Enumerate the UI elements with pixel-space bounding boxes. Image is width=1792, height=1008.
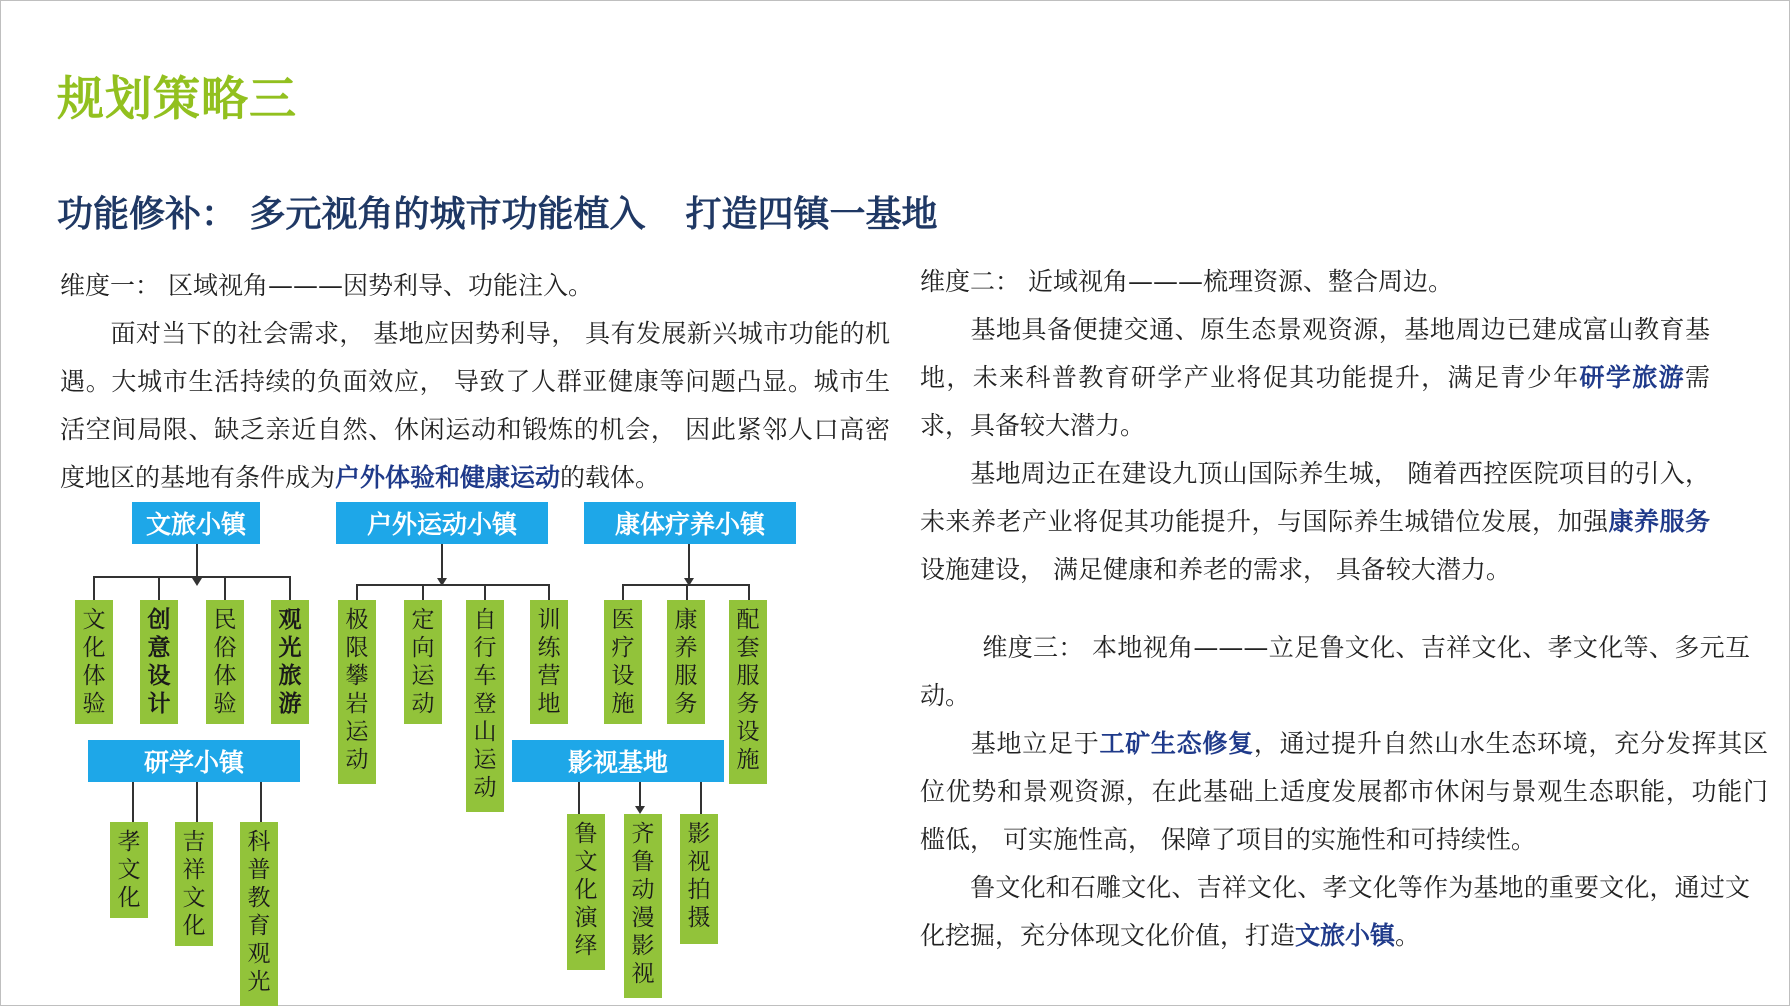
header-film-base: 影视基地 xyxy=(512,740,724,782)
connector xyxy=(700,782,702,814)
item-filial-culture: 孝文化 xyxy=(110,822,148,918)
connector xyxy=(748,584,750,600)
dimension-three-highlight-a: 工矿生态修复 xyxy=(1099,729,1254,758)
dimension-two-paragraph-a xyxy=(920,306,1710,450)
item-science-education: 科普教育观光 xyxy=(240,822,278,1006)
dimension-three-text: 维度三： 本地视角———立足鲁文化、吉祥文化、孝文化等、多元互动。 xyxy=(920,633,1750,710)
dimension-one-text: 面对当下的社会需求， 基地应因势利导， 具有发展新兴城市功能的机遇。大城市生活持续的负面效应， 导致了人群亚健康等问题凸显。城市生活空间局限、缺乏亲近自然、休闲运动和锻炼的机会， 因此紧邻人口高密度地区的基地有条件成为 xyxy=(60,319,890,492)
dimension-two-heading: 维度二： 近域视角———梳理资源、整合周边。 xyxy=(920,267,1453,296)
connector xyxy=(132,782,134,822)
header-study-town: 研学小镇 xyxy=(88,740,300,782)
connector xyxy=(196,544,198,578)
dimension-three-highlight-b: 文旅小镇 xyxy=(1295,921,1396,950)
connector xyxy=(260,782,262,822)
item-medical-facilities: 医疗设施 xyxy=(604,600,642,724)
item-support-facilities: 配套服务设施 xyxy=(729,600,767,784)
header-wenlv-town: 文旅小镇 xyxy=(132,502,260,544)
item-extreme-climbing: 极限攀岩运动 xyxy=(338,600,376,784)
page-title: 规划策略三 xyxy=(57,72,297,127)
subtitle-part1: 功能修补： 多元视角的城市功能植入 xyxy=(57,194,646,235)
dimension-three-paragraph-b xyxy=(920,864,1750,960)
connector xyxy=(356,584,550,586)
header-outdoor-town: 户外运动小镇 xyxy=(336,502,548,544)
connector xyxy=(158,576,160,600)
connector xyxy=(289,576,291,600)
dimension-two-highlight-a: 研学旅游 xyxy=(1579,363,1685,392)
dimension-two-text-a: 基地具备便捷交通、原生态景观资源，基地周边已建成富山教育基地，未来科普教育研学产业将促其功能提升，满足青少年 xyxy=(920,315,1710,392)
dimension-three-text-b: 鲁文化和石雕文化、吉祥文化、孝文化等作为基地的重要文化，通过文化挖掘，充分体现文化价值，打造 xyxy=(920,873,1750,950)
arrow-icon xyxy=(192,578,202,586)
item-bike-mountain: 自行车登山运动 xyxy=(466,600,504,812)
arrow-icon xyxy=(635,806,645,814)
dimension-three-pre: 基地立足于 xyxy=(970,729,1100,758)
dimension-two-end-a: 需求，具备较大潜力。 xyxy=(920,363,1710,440)
connector xyxy=(224,576,226,600)
connector xyxy=(688,544,690,580)
connector xyxy=(93,576,95,600)
item-creative-design: 创意设计 xyxy=(140,600,178,724)
connector xyxy=(356,584,358,600)
dimension-two-end-b: 设施建设， 满足健康和养老的需求， 具备较大潜力。 xyxy=(920,555,1511,584)
connector xyxy=(578,782,580,814)
dimension-two-highlight-b: 康养服务 xyxy=(1608,507,1710,536)
dimension-three-paragraph-a xyxy=(920,720,1768,864)
item-training-camp: 训练营地 xyxy=(530,600,568,724)
item-folk-experience: 民俗体验 xyxy=(206,600,244,724)
item-culture-experience: 文化体验 xyxy=(75,600,113,724)
dimension-two-paragraph-b xyxy=(920,450,1710,594)
item-sightseeing: 观光旅游 xyxy=(271,600,309,724)
dimension-one-heading: 维度一： 区域视角———因势利导、功能注入。 xyxy=(60,271,593,300)
dimension-one-highlight: 户外体验和健康运动 xyxy=(335,463,561,492)
page-subtitle xyxy=(57,186,938,237)
dimension-one-paragraph xyxy=(60,310,890,502)
subtitle-part2: 打造四镇一基地 xyxy=(685,194,938,235)
connector xyxy=(548,584,550,600)
item-health-service: 康养服务 xyxy=(667,600,705,724)
item-auspicious-culture: 吉祥文化 xyxy=(175,822,213,946)
dimension-three-end-b: 。 xyxy=(1395,921,1421,950)
item-orienteering: 定向运动 xyxy=(404,600,442,724)
dimension-three-heading xyxy=(920,624,1750,720)
connector xyxy=(686,584,688,600)
dimension-two-text-b: 基地周边正在建设九顶山国际养生城， 随着西控医院项目的引入，未来养老产业将促其功能提升，与国际养生城错位发展，加强 xyxy=(920,459,1710,536)
connector xyxy=(422,584,424,600)
connector xyxy=(196,782,198,822)
item-film-shooting: 影视拍摄 xyxy=(680,814,718,944)
item-lu-culture-performance: 鲁文化演绎 xyxy=(567,814,605,970)
dimension-one-end: 的载体。 xyxy=(560,463,661,492)
item-qilu-animation-film: 齐鲁动漫影视 xyxy=(624,814,662,998)
connector xyxy=(93,576,291,578)
connector xyxy=(622,584,624,600)
connector xyxy=(484,584,486,600)
connector xyxy=(441,544,443,580)
dimension-three-text-a: ，通过提升自然山水生态环境，充分发挥其区位优势和景观资源，在此基础上适度发展都市休闲与景观生态职能，功能门槛低， 可实施性高， 保障了项目的实施性和可持续性。 xyxy=(920,729,1768,854)
header-wellness-town: 康体疗养小镇 xyxy=(584,502,796,544)
